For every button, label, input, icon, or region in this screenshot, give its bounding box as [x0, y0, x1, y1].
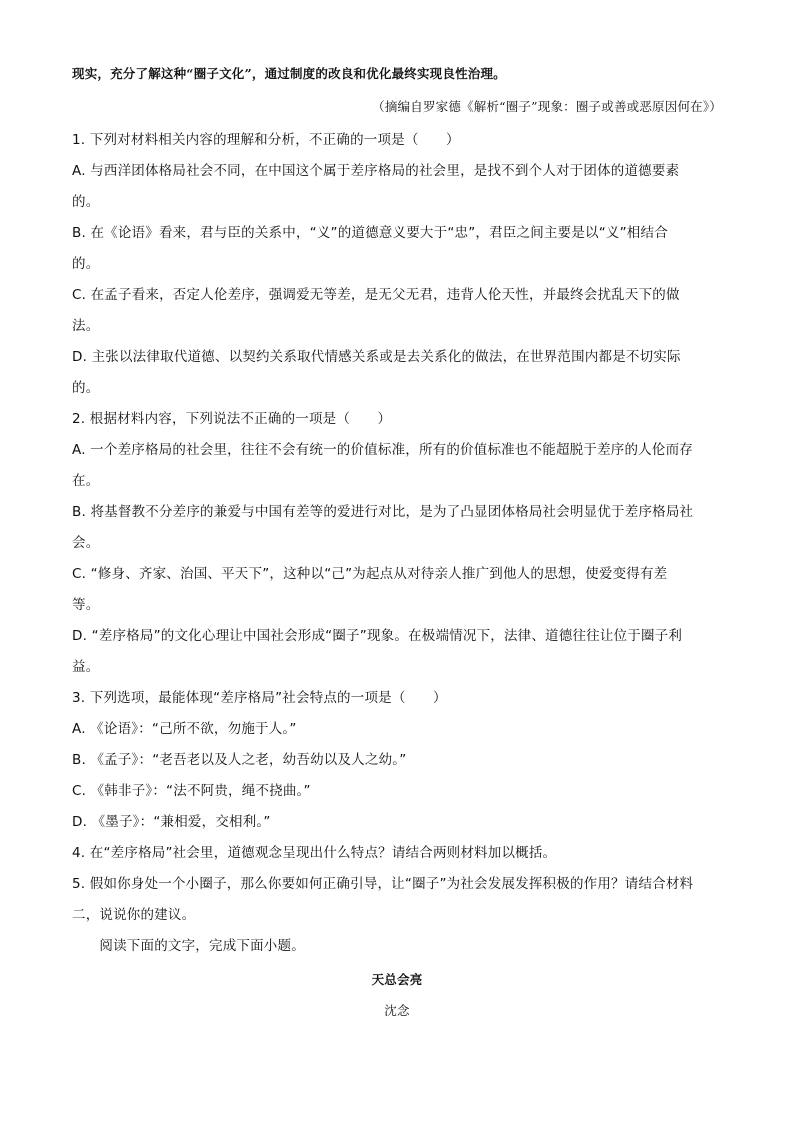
question-2-stem: 2. 根据材料内容，下列说法不正确的一项是（ ） [72, 411, 392, 427]
question-1-option-c-continued: 法。 [72, 318, 100, 334]
question-5-stem: 5. 假如你身处一个小圈子，那么你要如何正确引导，让“圈子”为社会发展发挥积极的作用？请结合材料 [72, 876, 694, 892]
question-1-option-d-continued: 的。 [72, 380, 100, 396]
passage-ending-line: 现实，充分了解这种“圈子文化”，通过制度的改良和优化最终实现良性治理。 [72, 66, 506, 81]
source-citation: （摘编自罗家德《解析“圈子”现象：圈子或善或恶原因何在》） [372, 99, 722, 114]
question-3-stem: 3. 下列选项，最能体现“差序格局”社会特点的一项是（ ） [72, 690, 447, 706]
question-3-option-c: C. 《韩非子》：“法不阿贵，绳不挠曲。” [72, 783, 311, 799]
question-1-option-b: B. 在《论语》看来，君与臣的关系中，“义”的道德意义要大于“忠”，君臣之间主要是以“义”相结合 [72, 225, 668, 241]
question-1-option-c: C. 在孟子看来，否定人伦差序，强调爱无等差，是无父无君，违背人伦天性，并最终会扰乱天下的做 [72, 287, 680, 303]
question-3-option-a: A. 《论语》：“己所不欲，勿施于人。” [72, 721, 297, 737]
question-2-option-c: C. “修身、齐家、治国、平天下”，这种以“己”为起点从对待亲人推广到他人的思想，使爱变得有差 [72, 566, 668, 582]
question-2-option-b: B. 将基督教不分差序的兼爱与中国有差等的爱进行对比，是为了凸显团体格局社会明显优于差序格局社 [72, 504, 694, 520]
question-2-option-c-continued: 等。 [72, 597, 100, 613]
question-5-stem-continued: 二，说说你的建议。 [72, 907, 196, 923]
article-author: 沈念 [384, 1003, 410, 1018]
reading-instruction: 阅读下面的文字，完成下面小题。 [72, 938, 305, 954]
question-1-stem: 1. 下列对材料相关内容的理解和分析，不正确的一项是（ ） [72, 132, 460, 148]
question-2-option-a: A. 一个差序格局的社会里，往往不会有统一的价值标准，所有的价值标准也不能超脱于差序的人伦而存 [72, 442, 693, 458]
question-2-option-b-continued: 会。 [72, 535, 100, 551]
question-2-option-a-continued: 在。 [72, 473, 100, 489]
question-2-option-d-continued: 益。 [72, 659, 100, 675]
question-4-stem: 4. 在“差序格局”社会里，道德观念呈现出什么特点？请结合两则材料加以概括。 [72, 845, 557, 861]
question-1-option-b-continued: 的。 [72, 256, 100, 272]
question-1-option-a: A. 与西洋团体格局社会不同，在中国这个属于差序格局的社会里，是找不到个人对于团体的道德要素 [72, 163, 680, 179]
question-1-option-a-continued: 的。 [72, 194, 100, 210]
question-1-option-d: D. 主张以法律取代道德、以契约关系取代情感关系或是去关系化的做法，在世界范围内都是不切实际 [72, 349, 681, 365]
question-3-option-b: B. 《孟子》：“老吾老以及人之老，幼吾幼以及人之幼。” [72, 752, 407, 768]
question-3-option-d: D. 《墨子》：“兼相爱，交相利。” [72, 814, 271, 830]
article-title: 天总会亮 [371, 972, 423, 987]
question-2-option-d: D. “差序格局”的文化心理让中国社会形成“圈子”现象。在极端情况下，法律、道德往往让位于圈子利 [72, 628, 683, 644]
